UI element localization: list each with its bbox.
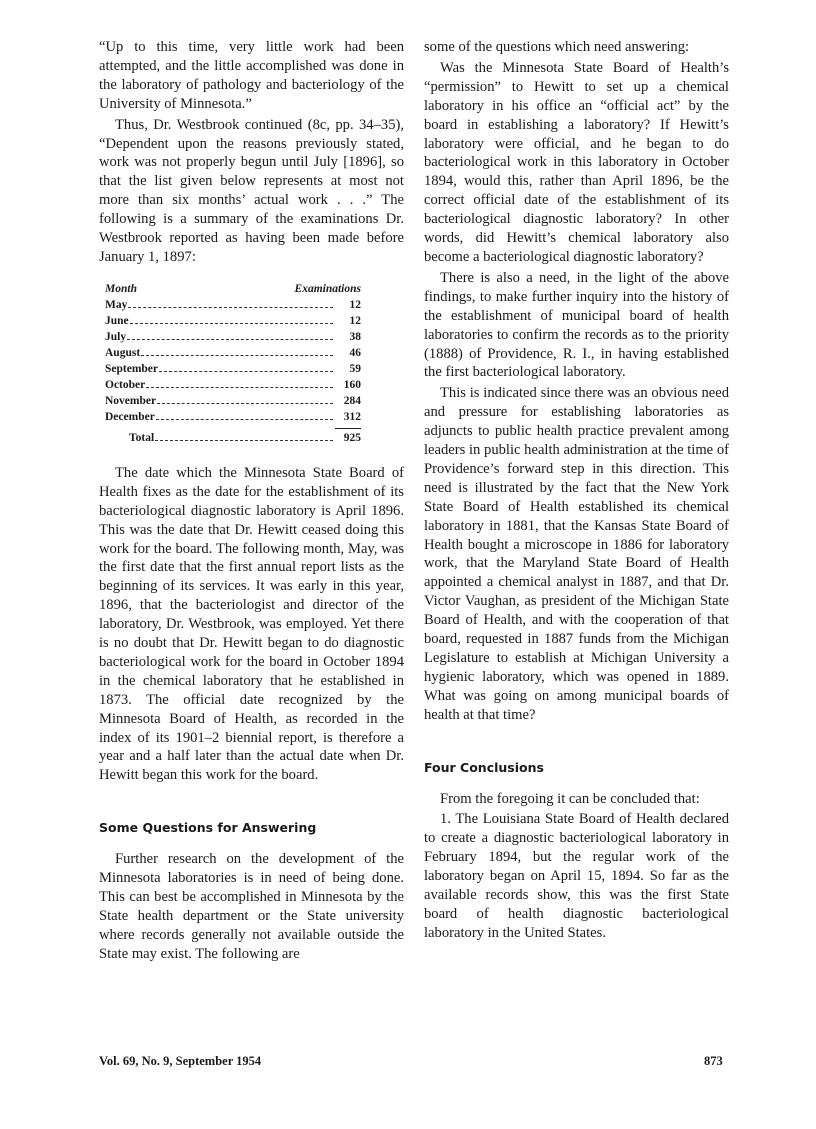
leader-dots [155, 440, 333, 441]
leader-dots [127, 339, 333, 340]
left-column [99, 38, 404, 964]
table-row [105, 313, 361, 329]
leader-dots [157, 403, 333, 404]
paragraph: 1. The Louisiana State Board of Health declared to create a diagnostic bacteriological laboratory in February 1894, but the regular work of the laboratory began on April 15, 1894. So far as the available records show, this was the first State board of health diagnostic bacteriological laboratory in the United States. [424, 811, 729, 941]
total-label: Total [129, 431, 155, 444]
value-cell: 312 [343, 410, 361, 423]
paragraph: This is indicated since there was an obvious need and pressure for establishing laboratories as adjuncts to public health practice prevalent among leaders in public health administration at the time of Providence’s forward step in this direction. This need is illustrated by the fact that the New York State Board of Health established its chemical laboratory in 1881, that the Kansas State Board of Health bought a microscope in 1886 for laboratory work, that the Maryland State Board of Health appointed a chemical analyst in 1887, and that Dr. Victor Vaughan, as president of the Michigan State Board of Health, and with the cooperation of that board, requested in 1887 funds from the Michigan Legislature to establish at Michigan University a hygienic laboratory, which was opened in 1889. What was going on among municipal boards of health at that time? [424, 385, 729, 723]
paragraph: “Up to this time, very little work had been attempted, and the little accomplished was done in the laboratory of pathology and bacteriology of the University of Minnesota.” [99, 39, 404, 112]
value-cell: 46 [349, 346, 361, 359]
table-total-row [105, 430, 361, 446]
leader-dots [156, 419, 333, 420]
table-row [105, 345, 361, 361]
month-cell: November [105, 394, 157, 407]
total-rule [335, 428, 361, 429]
month-cell: September [105, 362, 159, 375]
total-value: 925 [343, 431, 361, 444]
journal-footer: Vol. 69, No. 9, September 1954 [99, 1054, 262, 1068]
month-column-header: Month [105, 282, 137, 295]
paragraph: some of the questions which need answering: [424, 39, 690, 55]
leader-dots [128, 307, 333, 308]
examinations-column-header: Examinations [294, 282, 361, 295]
paragraph: There is also a need, in the light of the above findings, to make further inquiry into the history of the establishment of municipal board of health laboratories to confirm the records as to the priority (1888) of Providence, R. I., in having established the first bacteriological laboratory. [424, 269, 729, 381]
value-cell: 59 [349, 362, 361, 375]
paragraph: Thus, Dr. Westbrook continued (8c, pp. 34–35), “Dependent upon the reasons previously stated, work was not properly begun until July [1896], so that the list given below represents at most not more than six months’ actual work . . .” The following is a summary of the examinations Dr. Westbrook reported as having been made before January 1, 1897: [99, 116, 404, 265]
month-cell: December [105, 410, 155, 423]
table-row [105, 409, 361, 425]
table-row [105, 377, 361, 393]
table-row [105, 361, 361, 377]
table-row [105, 393, 361, 409]
value-cell: 284 [343, 394, 361, 407]
table-row [105, 329, 361, 345]
month-cell: August [105, 346, 141, 359]
section-heading: Four Conclusions [424, 759, 544, 775]
table-row [105, 297, 361, 313]
table-header [105, 281, 361, 297]
examinations-table [105, 281, 361, 446]
month-cell: May [105, 298, 128, 311]
value-cell: 12 [349, 298, 361, 311]
leader-dots [146, 387, 333, 388]
page-number: 873 [704, 1054, 723, 1068]
section-heading: Some Questions for Answering [99, 820, 317, 836]
leader-dots [159, 371, 333, 372]
paragraph: From the foregoing it can be concluded that: [440, 790, 700, 807]
paragraph: The date which the Minnesota State Board of Health fixes as the date for the establishment of its bacteriological diagnostic laboratory is April 1896. This was the date that Dr. Hewitt ceased doing this work for the board. The following month, May, was the first date that the first annual report lists as the beginning of its services. It was early in this year, 1896, that the bacteriologist and director of the laboratory, Dr. Westbrook, was employed. Yet there is no doubt that Dr. Hewitt began to do diagnostic bacteriological work for the board in October 1894 in the chemical laboratory that he established in 1873. The official date recognized by the Minnesota Board of Health, as recorded in the index of its 1901–2 biennial report, is therefore a year and a half later than the actual date when Dr. Hewitt began this work for the board. [99, 464, 404, 784]
value-cell: 12 [349, 314, 361, 327]
leader-dots [141, 355, 333, 356]
month-cell: July [105, 330, 127, 343]
right-column [424, 38, 729, 943]
value-cell: 160 [343, 378, 361, 391]
month-cell: October [105, 378, 146, 391]
value-cell: 38 [349, 330, 361, 343]
paragraph: Was the Minnesota State Board of Health’s “permission” to Hewitt to set up a chemical laboratory in his office an “official act” by the board in establishing a laboratory? If Hewitt’s laboratory were official, and he began to do bacteriological work in this laboratory in October 1894, would this, rather than April 1896, be the correct official date of the establishment of its bacteriological diagnostic laboratory? In other words, did Hewitt’s chemical laboratory also become a bacteriological diagnostic laboratory? [424, 59, 729, 265]
leader-dots [130, 323, 333, 324]
month-cell: June [105, 314, 129, 327]
paragraph: Further research on the development of the Minnesota laboratories is in need of being done. This can best be accomplished in Minnesota by the State health department or the State university where records generally not available outside the State may exist. The following are [99, 851, 404, 962]
